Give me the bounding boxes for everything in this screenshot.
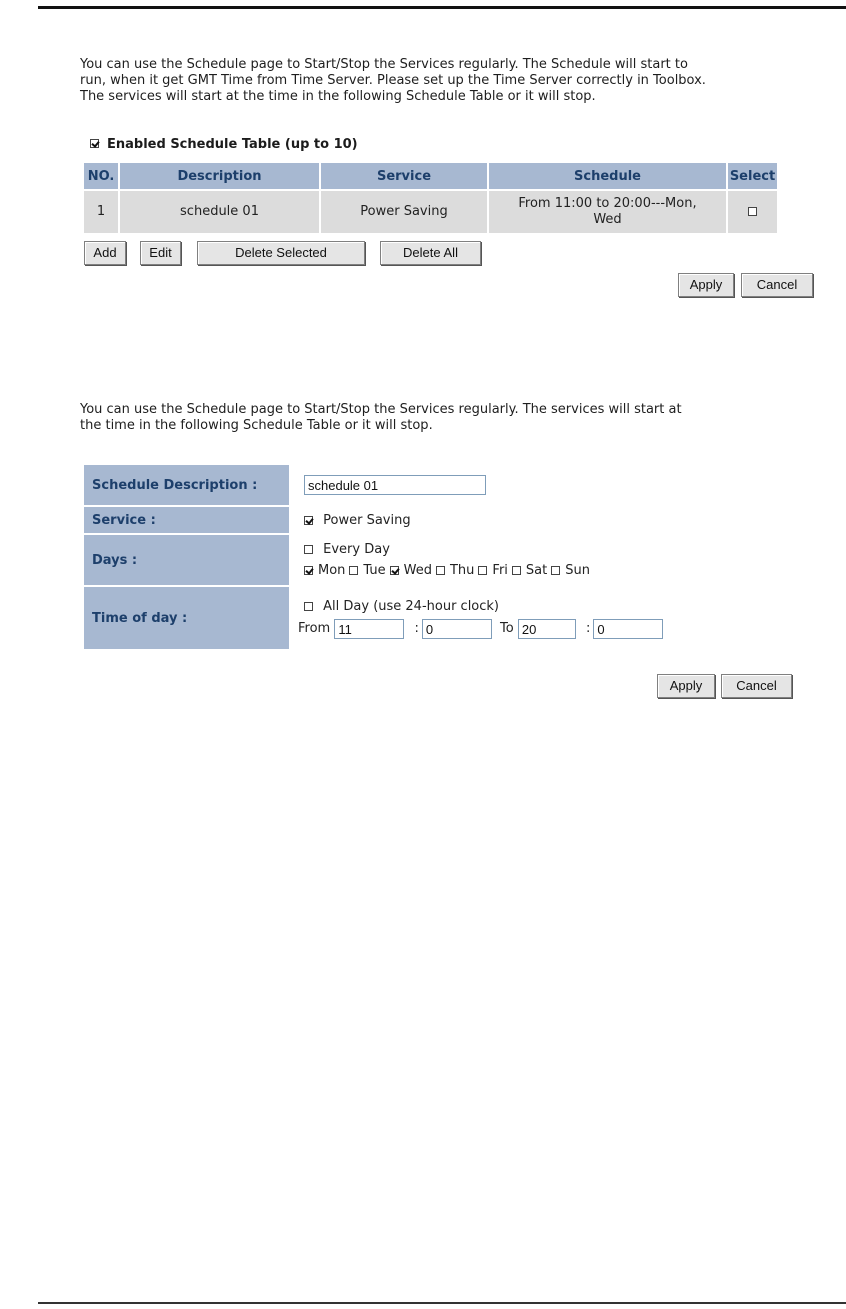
all-day-checkbox[interactable] (304, 602, 313, 611)
intro-line: The services will start at the time in the following Schedule Table or it will stop. (80, 89, 596, 104)
to-hour-input[interactable]: 20 (518, 619, 576, 639)
edit-intro-text (80, 402, 820, 434)
every-day-row (304, 539, 804, 560)
cell-description: schedule 01 (120, 191, 319, 233)
delete-all-button[interactable]: Delete All (380, 241, 481, 265)
form-row-time (84, 587, 804, 649)
form-row-service (84, 507, 804, 533)
day-sat-checkbox[interactable] (512, 566, 521, 575)
intro-line: You can use the Schedule page to Start/Stop the Services regularly. The Schedule will start to (80, 57, 688, 72)
form-row-days (84, 535, 804, 585)
to-label: To (500, 621, 514, 636)
cell-select (728, 191, 777, 233)
schedule-text-line: Wed (593, 212, 622, 227)
day-mon-checkbox[interactable] (304, 566, 313, 575)
weekday-row (304, 560, 804, 581)
cell-no: 1 (84, 191, 118, 233)
table-row (84, 191, 777, 233)
day-mon-label: Mon (318, 563, 346, 578)
edit-button[interactable]: Edit (140, 241, 181, 265)
every-day-checkbox[interactable] (304, 545, 313, 554)
header-select: Select (728, 163, 777, 189)
service-label: Service : (84, 507, 289, 533)
row-select-checkbox[interactable] (748, 207, 757, 216)
description-label: Schedule Description : (84, 465, 289, 505)
from-label: From (298, 621, 331, 636)
day-wed-checkbox[interactable] (390, 566, 399, 575)
day-fri-checkbox[interactable] (478, 566, 487, 575)
service-option-label: Power Saving (323, 512, 411, 528)
schedule-description-input[interactable]: schedule 01 (304, 475, 486, 495)
header-description: Description (120, 163, 319, 189)
service-power-saving-checkbox[interactable] (304, 516, 313, 525)
top-rule (38, 6, 846, 9)
header-no: NO. (84, 163, 118, 189)
day-tue-label: Tue (363, 563, 386, 578)
add-button[interactable]: Add (84, 241, 126, 265)
cell-schedule (489, 191, 726, 233)
day-tue-checkbox[interactable] (349, 566, 358, 575)
day-sat-label: Sat (525, 563, 548, 578)
every-day-label: Every Day (323, 542, 390, 557)
to-separator: : (586, 621, 591, 636)
table-header-row (84, 163, 777, 189)
form-apply-button[interactable]: Apply (657, 674, 715, 698)
intro-line: run, when it get GMT Time from Time Server. Please set up the Time Server correctly in Toolbox. (80, 73, 706, 88)
bottom-rule (38, 1302, 846, 1304)
days-label: Days : (84, 535, 289, 585)
header-schedule: Schedule (489, 163, 726, 189)
to-minute-input[interactable]: 0 (593, 619, 663, 639)
from-separator: : (414, 621, 419, 636)
cell-service: Power Saving (321, 191, 487, 233)
schedule-table (82, 161, 779, 235)
day-sun-checkbox[interactable] (551, 566, 560, 575)
enable-schedule-checkbox[interactable] (90, 139, 99, 148)
form-row-description (84, 465, 804, 505)
form-cancel-button[interactable]: Cancel (721, 674, 792, 698)
from-hour-input[interactable]: 11 (334, 619, 404, 639)
table-apply-button[interactable]: Apply (678, 273, 734, 297)
schedule-intro-text (80, 57, 820, 105)
delete-selected-button[interactable]: Delete Selected (197, 241, 365, 265)
day-wed-label: Wed (403, 563, 432, 578)
time-range-row (298, 618, 804, 641)
schedule-text-line: From 11:00 to 20:00---Mon, (518, 196, 697, 211)
day-sun-label: Sun (565, 563, 590, 578)
time-of-day-label: Time of day : (84, 587, 289, 649)
all-day-label: All Day (use 24-hour clock) (323, 598, 500, 614)
enable-schedule-row (90, 137, 358, 152)
day-fri-label: Fri (492, 563, 508, 578)
intro-line: You can use the Schedule page to Start/Stop the Services regularly. The services will start at (80, 402, 682, 417)
schedule-edit-form (84, 463, 804, 651)
from-minute-input[interactable]: 0 (422, 619, 492, 639)
table-cancel-button[interactable]: Cancel (741, 273, 813, 297)
day-thu-checkbox[interactable] (436, 566, 445, 575)
day-thu-label: Thu (449, 563, 475, 578)
all-day-row (298, 596, 804, 619)
intro-line: the time in the following Schedule Table or it will stop. (80, 418, 433, 433)
header-service: Service (321, 163, 487, 189)
enable-schedule-label: Enabled Schedule Table (up to 10) (107, 137, 358, 152)
